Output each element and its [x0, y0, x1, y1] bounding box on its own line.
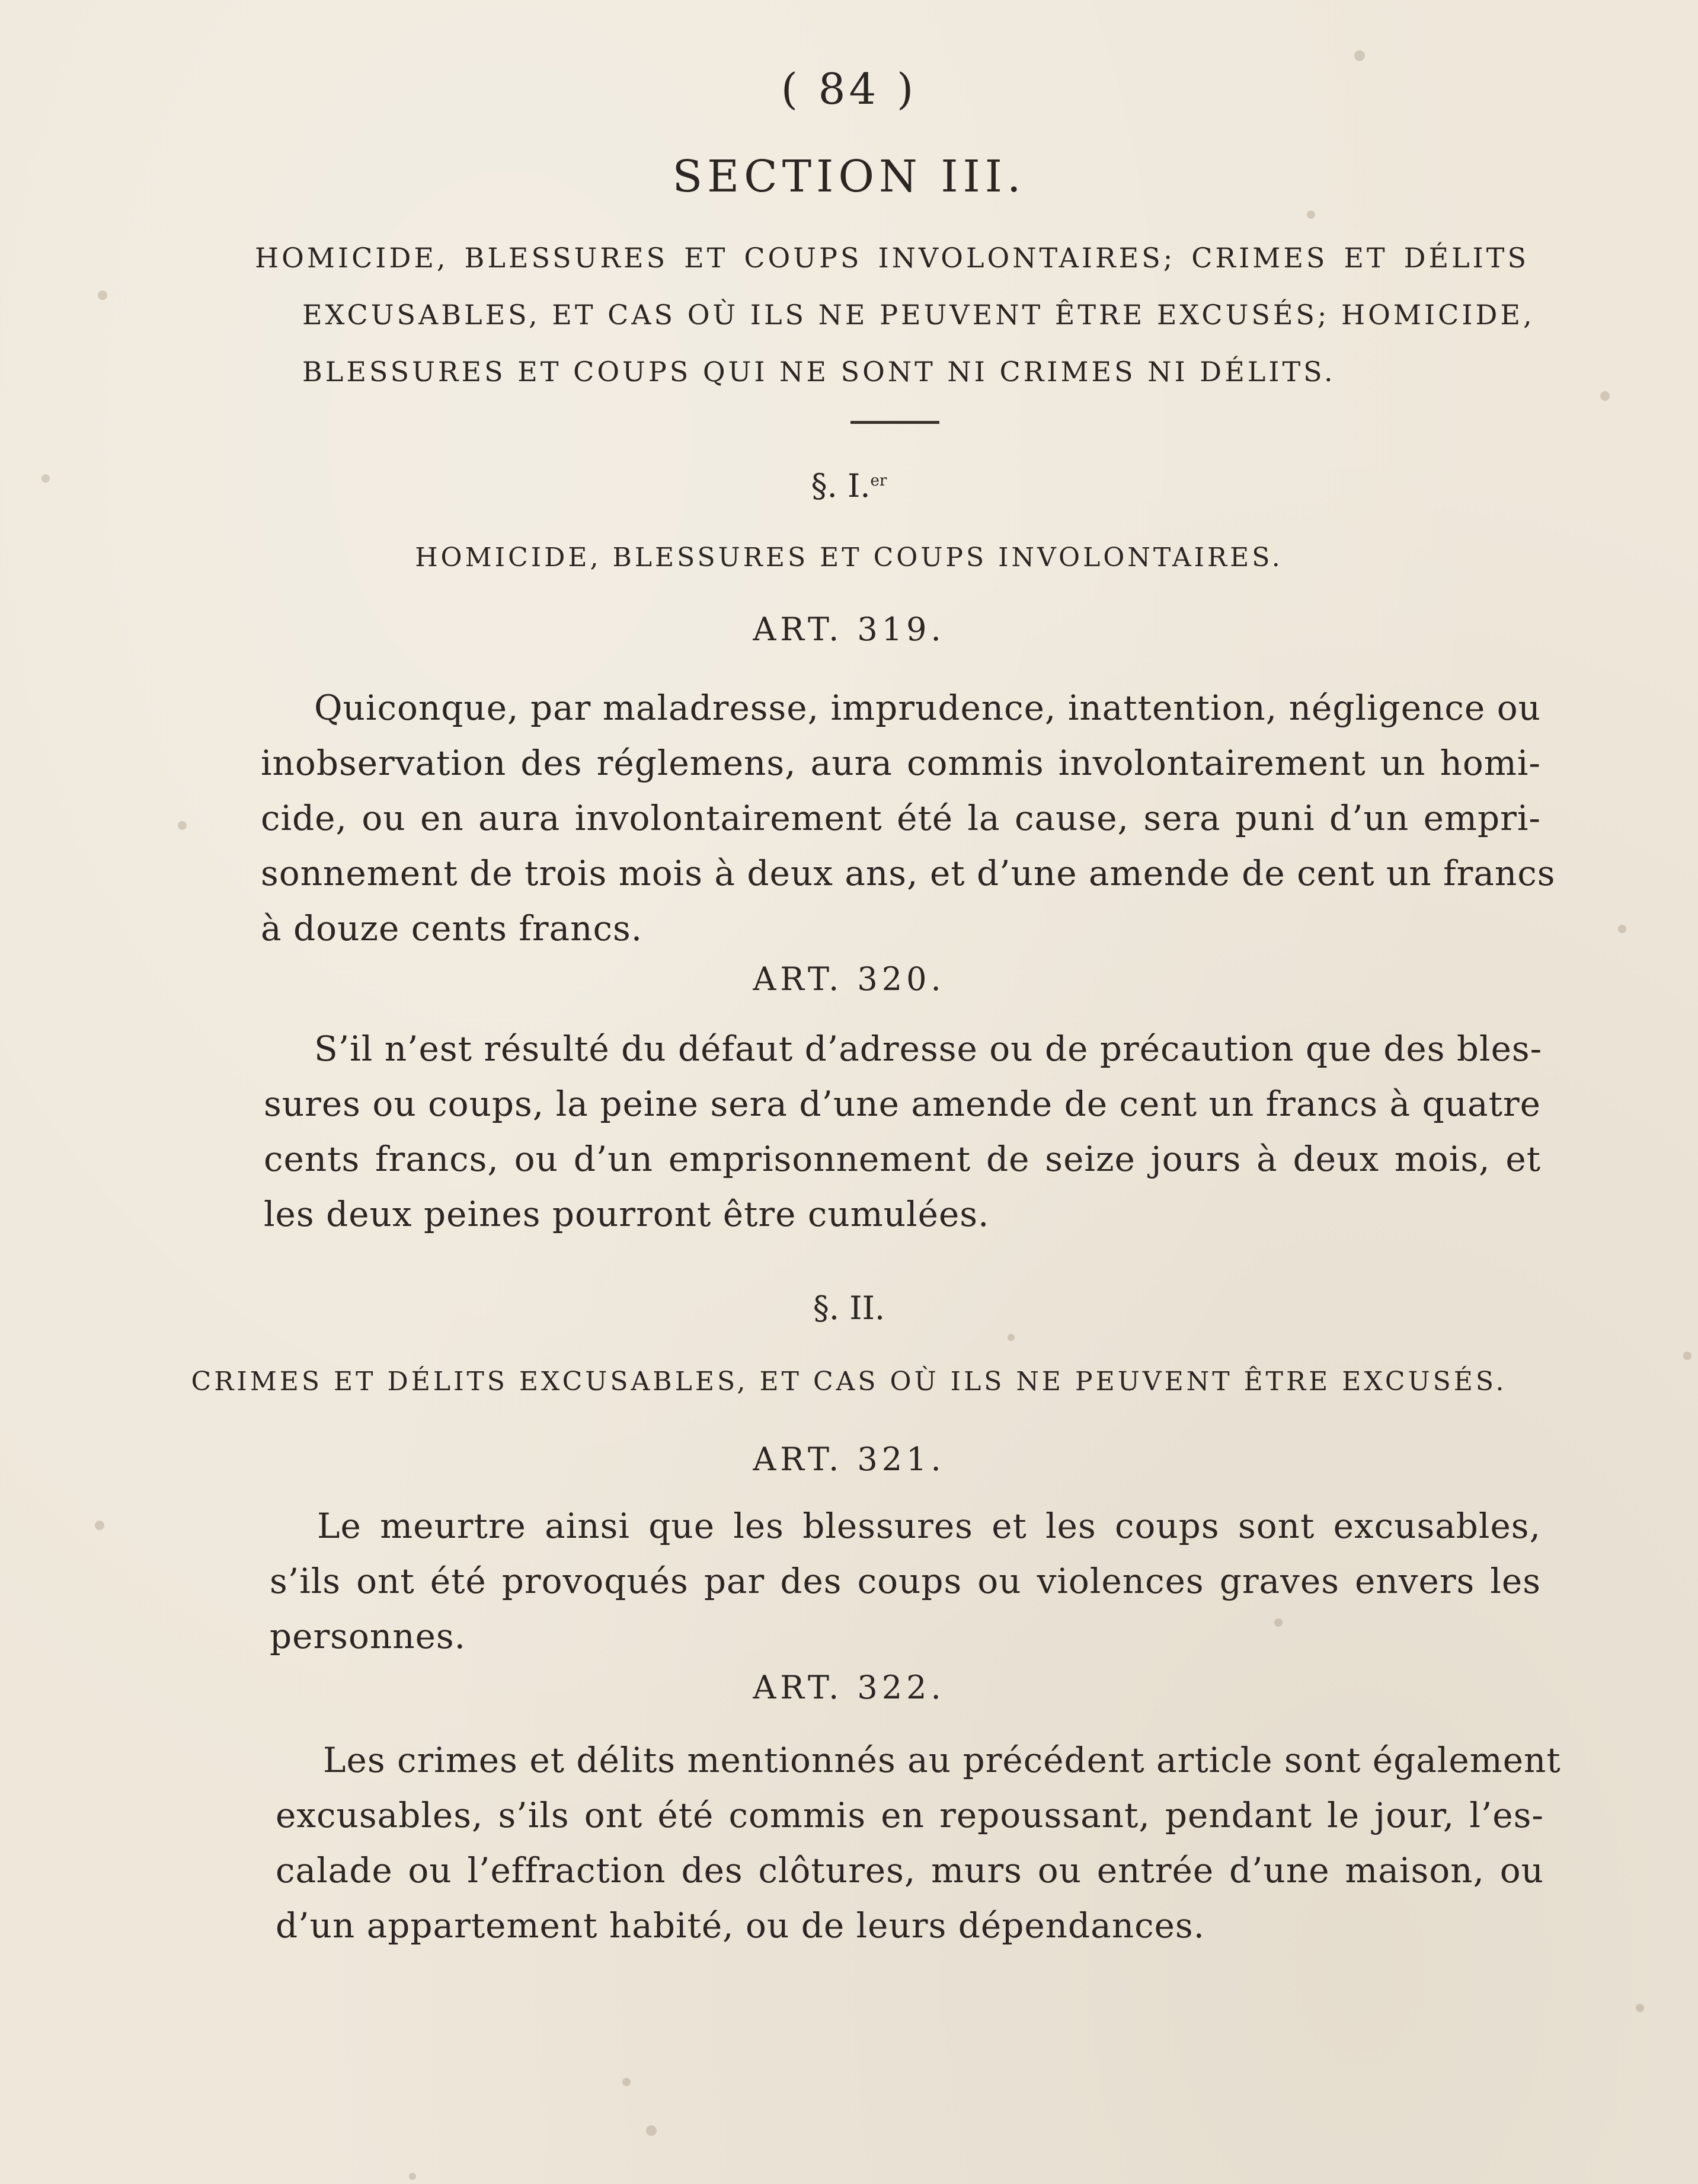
section-heading-line: BLESSURES ET COUPS QUI NE SONT NI CRIMES NI DÉLITS. [302, 356, 1336, 388]
article-label: ART. 322. [753, 1669, 945, 1706]
article-text-line: cide, ou en aura involontairement été la cause, sera puni d’un empri- [261, 798, 1541, 838]
section-heading-line: HOMICIDE, BLESSURES ET COUPS INVOLONTAIRES; CRIMES ET DÉLITS [255, 242, 1529, 274]
paragraph-mark-superscript: er [870, 472, 887, 490]
foxing-spot [1636, 2004, 1644, 2012]
section-title: SECTION III. [672, 151, 1026, 202]
foxing-spot [178, 821, 187, 830]
section-heading-line: EXCUSABLES, ET CAS OÙ ILS NE PEUVENT ÊTRE EXCUSÉS; HOMICIDE, [302, 299, 1535, 331]
foxing-spot [98, 290, 107, 300]
article-text-line: inobservation des réglemens, aura commis involontairement un homi- [261, 743, 1541, 783]
foxing-spot [622, 2078, 631, 2086]
article-text-line: Quiconque, par maladresse, imprudence, inattention, négligence ou [314, 688, 1541, 728]
paragraph-mark [0, 467, 1698, 505]
article-text-line: Le meurtre ainsi que les blessures et les coups sont excusables, [317, 1506, 1541, 1546]
foxing-spot [409, 2173, 416, 2180]
article-label: ART. 319. [753, 611, 945, 648]
foxing-spot [1618, 925, 1626, 933]
paragraph-heading: HOMICIDE, BLESSURES ET COUPS INVOLONTAIRES. [415, 542, 1283, 573]
article-text-line: s’ils ont été provoqués par des coups ou violences graves envers les [270, 1561, 1541, 1601]
article-label: ART. 321. [753, 1441, 945, 1478]
article-text-line: d’un appartement habité, ou de leurs dépendances. [276, 1905, 1205, 1946]
page-number: ( 84 ) [781, 64, 917, 114]
foxing-spot [95, 1521, 104, 1530]
paragraph-mark-label: §. I. [811, 467, 871, 505]
foxing-spot [1683, 1352, 1691, 1360]
foxing-spot [1600, 391, 1610, 401]
article-text-line: S’il n’est résulté du défaut d’adresse ou de précaution que des bles- [314, 1029, 1543, 1069]
article-text-line: à douze cents francs. [261, 908, 643, 949]
foxing-spot [1307, 210, 1315, 219]
article-text-line: cents francs, ou d’un emprisonnement de seize jours à deux mois, et [264, 1139, 1541, 1179]
article-text-line: sures ou coups, la peine sera d’une amende de cent un francs à quatre [264, 1084, 1541, 1124]
article-text-line: excusables, s’ils ont été commis en repoussant, pendant le jour, l’es- [276, 1795, 1544, 1835]
article-text-line: calade ou l’effraction des clôtures, murs ou entrée d’une maison, ou [276, 1850, 1544, 1891]
article-text-line: les deux peines pourront être cumulées. [264, 1194, 990, 1234]
article-text-line: personnes. [270, 1616, 466, 1656]
article-text-line: sonnement de trois mois à deux ans, et d’une amende de cent un francs [261, 853, 1556, 893]
foxing-spot [1008, 1334, 1015, 1341]
foxing-spot [646, 2125, 657, 2136]
article-text-line: Les crimes et délits mentionnés au précédent article sont également [323, 1740, 1561, 1780]
paragraph-mark: §. II. [813, 1289, 885, 1327]
foxing-spot [1274, 1618, 1283, 1627]
article-label: ART. 320. [753, 960, 945, 998]
divider-rule [850, 421, 939, 424]
foxing-spot [1354, 50, 1365, 61]
paragraph-heading: CRIMES ET DÉLITS EXCUSABLES, ET CAS OÙ ILS NE PEUVENT ÊTRE EXCUSÉS. [191, 1366, 1507, 1397]
